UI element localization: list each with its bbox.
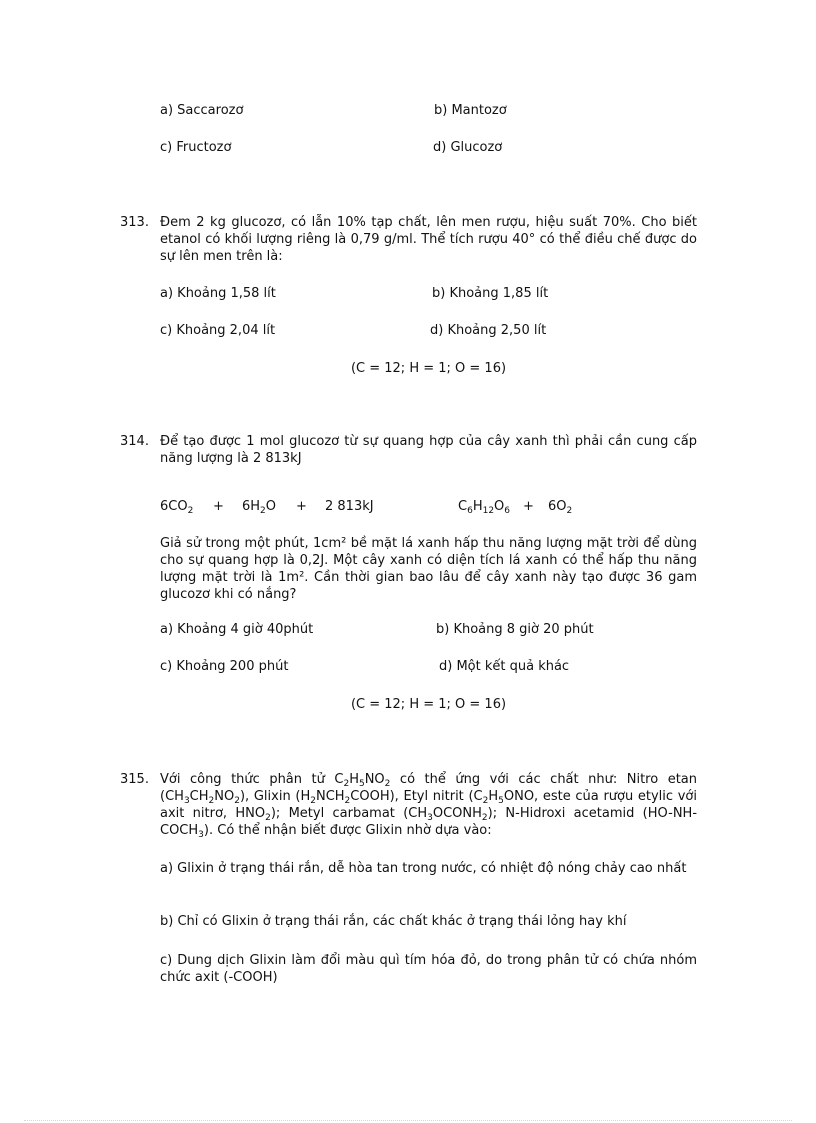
q314-question-text2: Giả sử trong một phút, 1cm² bề mặt lá xanh hấp thu năng lượng mặt trời để dùng cho sự quang hợp là 0,2J. Một cây xanh có diện tích lá xanh có thể hấp thu năng lượng mặt trời là 1m². Cần thời gian bao lâu để cây xanh này tạo được 36 gam glucozơ khi có nắng?	[160, 536, 697, 602]
eq-term-6h2o: $6H_2O$	[242, 499, 277, 516]
q313-option-b: b) Khoảng 1,85 lít	[432, 286, 549, 301]
q313-atomic-masses: (C = 12; H = 1; O = 16)	[350, 361, 507, 376]
q314-question-part2	[160, 535, 697, 603]
q314-option-d: d) Một kết quả khác	[439, 659, 570, 674]
q312-option-c: c) Fructozơ	[160, 140, 232, 155]
q313-option-c: c) Khoảng 2,04 lít	[160, 323, 276, 338]
q315-option-a	[160, 860, 697, 877]
q314-option-a: a) Khoảng 4 giờ 40phút	[160, 622, 314, 637]
q312-option-a: a) Saccarozơ	[160, 103, 244, 118]
eq-plus: +	[213, 499, 224, 514]
eq-plus: +	[296, 499, 307, 514]
q312-option-b: b) Mantozơ	[434, 103, 507, 118]
eq-plus: +	[523, 499, 534, 514]
q314-option-b: b) Khoảng 8 giờ 20 phút	[436, 622, 594, 637]
q313-question-text: Đem 2 kg glucozơ, có lẫn 10% tạp chất, lên men rượu, hiệu suất 70%. Cho biết etanol có khối lượng riêng là 0,79 g/ml. Thể tích rượu 40° có thể điều chế được do sự lên men trên là:	[160, 215, 697, 264]
q314-question	[160, 433, 697, 467]
page-bottom-edge	[24, 1120, 792, 1121]
eq-energy: 2 813kJ	[325, 499, 374, 514]
q313-question	[160, 214, 697, 265]
q314-atomic-masses: (C = 12; H = 1; O = 16)	[350, 697, 507, 712]
q315-option-b-text: b) Chỉ có Glixin ở trạng thái rắn, các chất khác ở trạng thái lỏng hay khí	[160, 914, 627, 929]
q315-option-c-text: c) Dung dịch Glixin làm đổi màu quì tím hóa đỏ, do trong phân tử có chứa nhóm chức axit (-COOH)	[160, 953, 697, 985]
q315-number: 315.	[120, 772, 149, 787]
q314-number: 314.	[120, 434, 149, 449]
q314-option-c: c) Khoảng 200 phút	[160, 659, 289, 674]
q313-option-a: a) Khoảng 1,58 lít	[160, 286, 276, 301]
q314-question-text: Để tạo được 1 mol glucozơ từ sự quang hợp của cây xanh thì phải cần cung cấp năng lượng là 2 813kJ	[160, 434, 697, 466]
q313-option-d: d) Khoảng 2,50 lít	[430, 323, 547, 338]
q315-question	[160, 771, 697, 839]
eq-term-6o2: $6O_2$	[548, 499, 573, 516]
q315-option-b	[160, 913, 697, 930]
q315-question-text: Với công thức phân tử $C_2H_5NO_2$ có thể ứng với các chất như: Nitro etan $(CH_3CH_2NO_2)$, Glixin $(H_2NCH_2COOH)$, Etyl nitrit ($C_2H_5ONO$, este của rượu etylic với axit nitrơ, $HNO_2$); Metyl carbamat $(CH_3OCONH_2)$; N-Hidroxi acetamid $(HO-NH-COCH_3)$. Có thể nhận biết được Glixin nhờ dựa vào:	[160, 772, 698, 840]
eq-term-6co2: $6CO_2$	[160, 499, 194, 516]
q315-option-a-text: a) Glixin ở trạng thái rắn, dễ hòa tan trong nước, có nhiệt độ nóng chảy cao nhất	[160, 861, 687, 876]
q315-option-c	[160, 952, 697, 986]
q312-option-d: d) Glucozơ	[433, 140, 503, 155]
eq-term-glucose: $C_6H_{12}O_6$	[458, 499, 511, 516]
q313-number: 313.	[120, 215, 149, 230]
